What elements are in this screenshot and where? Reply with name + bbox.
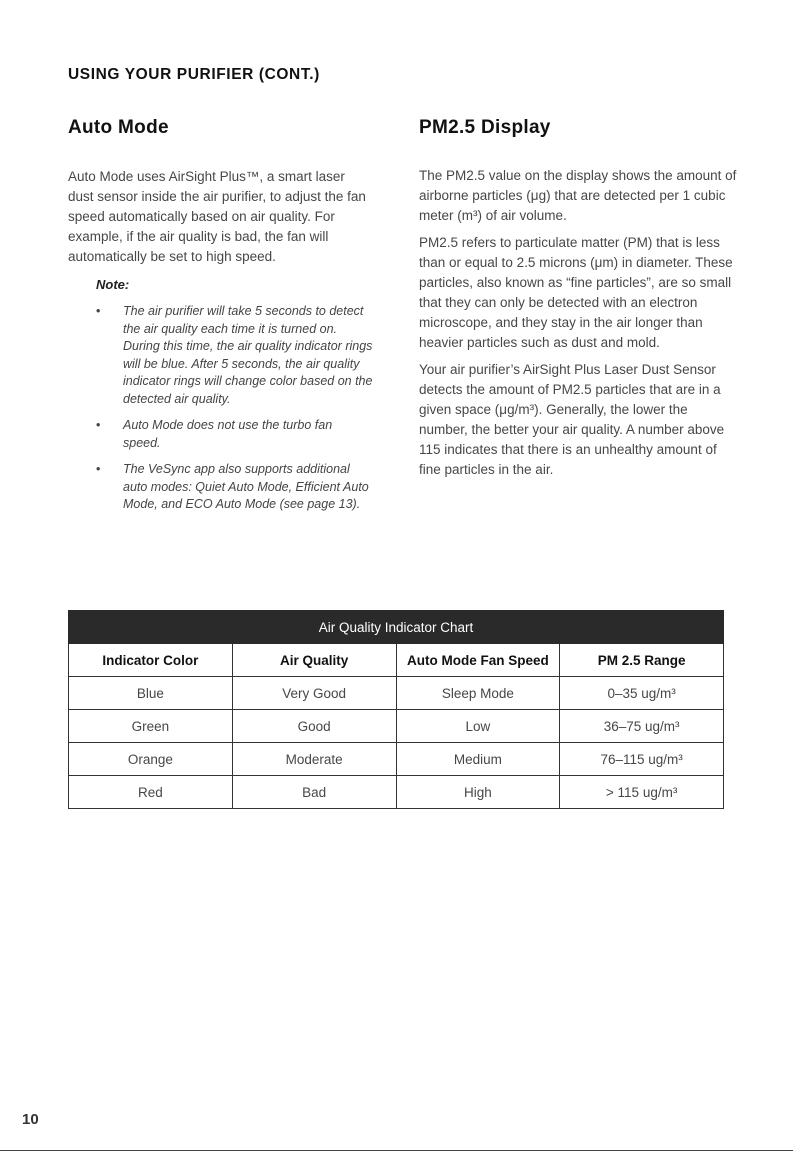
- table-row: [69, 677, 724, 710]
- note-text: The air purifier will take 5 seconds to detect the air quality each time it is turned on. During this time, the air quality indicator rings will be blue. After 5 seconds, the air quality indicator rings will change color based on the detected air quality.: [123, 304, 373, 406]
- header-fan-speed: Auto Mode Fan Speed: [396, 644, 560, 677]
- table-cell: Red: [69, 776, 233, 809]
- note-item: [96, 303, 373, 408]
- table-cell: Medium: [396, 743, 560, 776]
- footer-rule: [0, 1150, 793, 1151]
- section-heading: USING YOUR PURIFIER (CONT.): [68, 66, 320, 83]
- table-cell: High: [396, 776, 560, 809]
- note-label: Note:: [96, 277, 130, 292]
- table-row: [69, 710, 724, 743]
- pm25-paragraph: Your air purifier’s AirSight Plus Laser Dust Sensor detects the amount of PM2.5 particles that are in a given space (μg/m³). Generally, the lower the number, the better your air quality. A number above 115 indicates that there is an unhealthy amount of fine particles in the air.: [419, 362, 725, 477]
- pm25-paragraph: The PM2.5 value on the display shows the amount of airborne particles (μg) that are detected per 1 cubic meter (m³) of air volume.: [419, 168, 737, 223]
- pm25-paragraph: PM2.5 refers to particulate matter (PM) that is less than or equal to 2.5 microns (μm) in diameter. These particles, also known as “fine particles”, are so small that they can only be detected with an electron microscope, and they stay in the air longer than heavier particles such as dust and mold.: [419, 235, 733, 350]
- chart-title: Air Quality Indicator Chart: [69, 611, 724, 644]
- table-cell: Very Good: [232, 677, 396, 710]
- table-cell: Moderate: [232, 743, 396, 776]
- header-indicator-color: Indicator Color: [69, 644, 233, 677]
- note-box: [96, 277, 373, 514]
- bullet-icon: •: [96, 462, 101, 476]
- bullet-icon: •: [96, 418, 101, 432]
- table-cell: > 115 ug/m³: [560, 776, 724, 809]
- header-pm25-range: PM 2.5 Range: [560, 644, 724, 677]
- pm25-heading: PM2.5 Display: [419, 117, 551, 138]
- page-number: 10: [22, 1111, 39, 1128]
- table-cell: 0–35 ug/m³: [560, 677, 724, 710]
- note-item: [96, 461, 373, 514]
- bullet-icon: •: [96, 304, 101, 318]
- table-cell: Low: [396, 710, 560, 743]
- note-text: The VeSync app also supports additional auto modes: Quiet Auto Mode, Efficient Auto Mode, and ECO Auto Mode (see page 13).: [123, 462, 369, 511]
- header-air-quality: Air Quality: [232, 644, 396, 677]
- note-list: [96, 303, 373, 514]
- table-cell: 76–115 ug/m³: [560, 743, 724, 776]
- note-item: [96, 417, 373, 452]
- table-cell: Bad: [232, 776, 396, 809]
- table-cell: 36–75 ug/m³: [560, 710, 724, 743]
- air-quality-chart: [68, 610, 724, 809]
- table-row: [69, 776, 724, 809]
- note-text: Auto Mode does not use the turbo fan speed.: [123, 418, 333, 450]
- table-cell: Blue: [69, 677, 233, 710]
- chart-header-row: [69, 644, 724, 677]
- table-cell: Good: [232, 710, 396, 743]
- pm25-column: [419, 116, 739, 487]
- table-row: [69, 743, 724, 776]
- table-cell: Orange: [69, 743, 233, 776]
- table-cell: Green: [69, 710, 233, 743]
- auto-mode-heading: Auto Mode: [68, 117, 169, 138]
- auto-mode-column: [68, 116, 373, 523]
- auto-mode-body: Auto Mode uses AirSight Plus™, a smart laser dust sensor inside the air purifier, to adjust the fan speed automatically based on air quality. For example, if the air quality is bad, the fan will automatically be set to high speed.: [68, 169, 366, 264]
- table-cell: Sleep Mode: [396, 677, 560, 710]
- chart-title-row: [69, 611, 724, 644]
